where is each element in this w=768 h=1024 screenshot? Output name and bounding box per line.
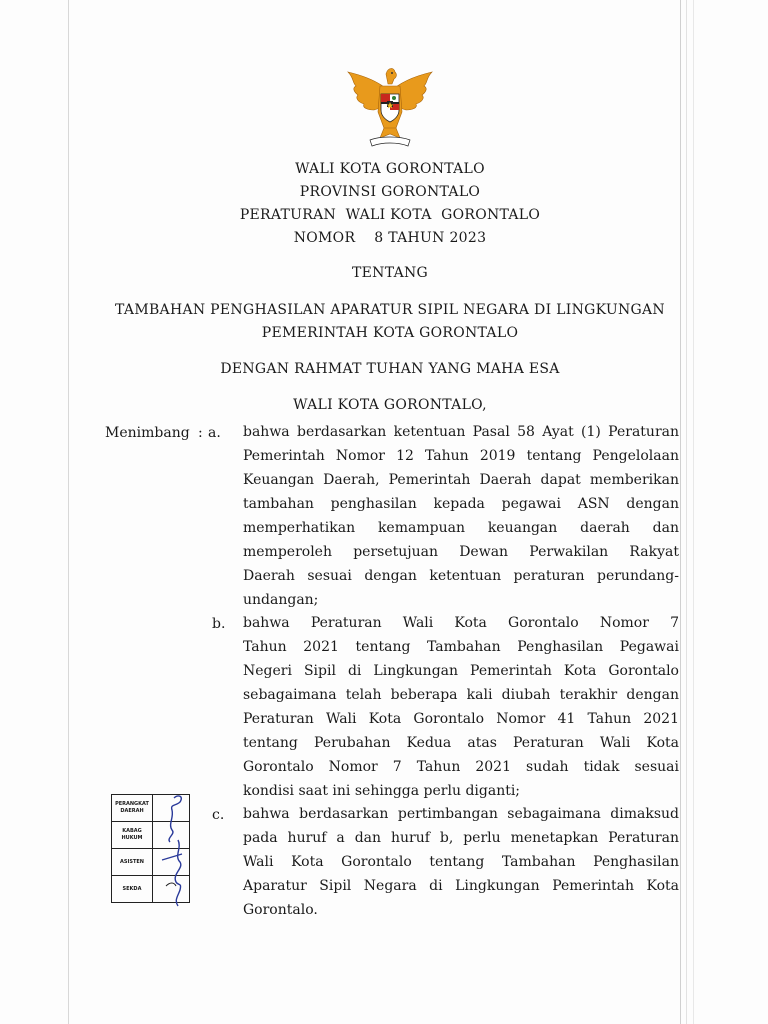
paraf-signature-icon [152, 790, 192, 910]
text-line: Wali Kota Gorontalo tentang Tambahan Penghasilan [243, 854, 679, 870]
paraf-label: PERANGKAT DAERAH [112, 795, 153, 822]
text-line: memperhatikan kemampuan keuangan daerah dan [243, 520, 679, 536]
header-line-1: WALI KOTA GORONTALO [295, 161, 485, 177]
text-line: kondisi saat ini sehingga perlu diganti; [243, 783, 521, 799]
item-letter-a: a. [208, 425, 221, 441]
menimbang-item-a [243, 420, 679, 612]
menimbang-item-b [243, 611, 679, 803]
text-line: Gorontalo. [243, 902, 318, 918]
garuda-pancasila-emblem-icon [340, 62, 440, 152]
tentang-heading: TENTANG [351, 265, 429, 281]
text-line: memperoleh persetujuan Dewan Perwakilan Rakyat [243, 544, 679, 560]
text-line: Gorontalo Nomor 7 Tahun 2021 sudah tidak sesuai [243, 759, 679, 775]
text-line: sebagaimana telah beberapa kali diubah terakhir dengan [243, 687, 679, 703]
text-line: bahwa berdasarkan pertimbangan sebagaimana dimaksud [243, 806, 679, 822]
text-line: Daerah sesuai dengan ketentuan peraturan perundang- [243, 568, 679, 584]
walikota-line: WALI KOTA GORONTALO, [293, 397, 487, 413]
text-line: bahwa berdasarkan ketentuan Pasal 58 Ayat (1) Peraturan [243, 424, 679, 440]
text-line: Tahun 2021 tentang Tambahan Penghasilan Pegawai [243, 639, 679, 655]
item-letter-b: b. [212, 616, 226, 632]
rahmat-line: DENGAN RAHMAT TUHAN YANG MAHA ESA [220, 361, 560, 377]
text-line: Pemerintah Nomor 12 Tahun 2019 tentang Pengelolaan [243, 448, 679, 464]
menimbang-label: Menimbang [105, 425, 190, 441]
text-line: tentang Perubahan Kedua atas Peraturan Wali Kota [243, 735, 679, 751]
text-line: tambahan penghasilan kepada pegawai ASN dengan [243, 496, 679, 512]
scan-page-edge [693, 0, 694, 1024]
paraf-label: ASISTEN [112, 849, 153, 876]
header-line-3: PERATURAN WALI KOTA GORONTALO [239, 207, 541, 223]
text-line: undangan; [243, 592, 319, 608]
document-title-line-2: PEMERINTAH KOTA GORONTALO [261, 325, 519, 341]
header-line-4: NOMOR 8 TAHUN 2023 [293, 230, 487, 246]
document-title-line-1: TAMBAHAN PENGHASILAN APARATUR SIPIL NEGARA DI LINGKUNGAN [115, 302, 665, 318]
scan-page-edge [686, 0, 687, 1024]
text-line: bahwa Peraturan Wali Kota Gorontalo Nomor 7 [243, 615, 679, 631]
text-line: Aparatur Sipil Negara di Lingkungan Pemerintah Kota [243, 878, 679, 894]
menimbang-colon: : [198, 425, 203, 441]
text-line: Keuangan Daerah, Pemerintah Daerah dapat memberikan [243, 472, 679, 488]
text-line: pada huruf a dan huruf b, perlu menetapkan Peraturan [243, 830, 679, 846]
item-letter-c: c. [212, 807, 225, 823]
text-line: Peraturan Wali Kota Gorontalo Nomor 41 Tahun 2021 [243, 711, 679, 727]
scan-page-edge [680, 0, 681, 1024]
paraf-label: KABAG HUKUM [112, 822, 153, 849]
paraf-label: SEKDA [112, 876, 153, 903]
text-line: Negeri Sipil di Lingkungan Pemerintah Kota Gorontalo [243, 663, 679, 679]
menimbang-item-c [243, 802, 679, 922]
scan-page-edge [68, 0, 69, 1024]
header-line-2: PROVINSI GORONTALO [299, 184, 481, 200]
